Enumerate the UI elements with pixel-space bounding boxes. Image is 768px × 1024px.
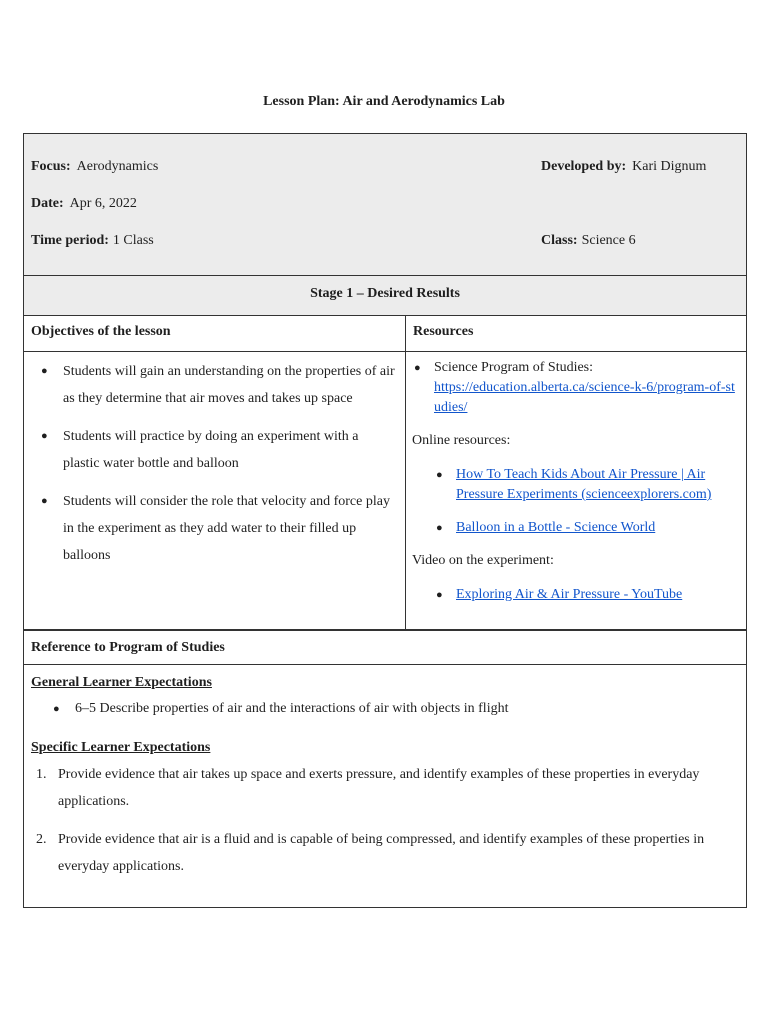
class-label: Class: [541, 233, 578, 248]
page-title: Lesson Plan: Air and Aerodynamics Lab [263, 94, 505, 109]
focus-label: Focus: [31, 159, 71, 174]
focus-row [31, 159, 158, 175]
objectives-list [39, 358, 398, 569]
time-period-row [31, 233, 154, 249]
stage-heading: Stage 1 – Desired Results [24, 276, 746, 316]
lesson-plan-table [23, 133, 747, 908]
video-label: Video on the experiment: [412, 553, 554, 568]
class-row [541, 233, 636, 249]
reference-body [24, 665, 746, 907]
gle-item: ● 6–5 Describe properties of air and the interactions of air with objects in flight [31, 699, 739, 719]
developer-value: Kari Dignum [632, 159, 707, 174]
time-period-label: Time period: [31, 233, 109, 248]
gle-heading: General Learner Expectations [31, 675, 212, 690]
objective-item: ● Students will consider the role that velocity and force play in the experiment as they add water to their filled up balloons [39, 488, 398, 569]
objective-item: ● Students will practice by doing an experiment with a plastic water bottle and balloon [39, 423, 398, 477]
online-link-item [412, 518, 740, 538]
stage-columns-body [24, 352, 746, 631]
reference-heading: Reference to Program of Studies [24, 631, 746, 665]
program-resource-item [412, 358, 740, 418]
sle-number: 2. [36, 832, 47, 847]
air-pressure-link[interactable]: How To Teach Kids About Air Pressure | Air Pressure Experiments (scienceexplorers.com) [456, 467, 712, 502]
sle-item [31, 761, 739, 815]
sle-number: 1. [36, 767, 47, 782]
developer-label: Developed by: [541, 159, 627, 174]
sle-item [31, 826, 739, 880]
date-label: Date: [31, 196, 64, 211]
focus-value: Aerodynamics [76, 159, 159, 174]
resources-cell [406, 352, 746, 629]
video-link-item [412, 585, 740, 605]
time-period-value: 1 Class [112, 233, 154, 248]
sle-text: Provide evidence that air takes up space and exerts pressure, and identify examples of these properties in everyday applications. [58, 767, 700, 809]
program-link[interactable]: https://education.alberta.ca/science-k-6/program-of-studies/ [434, 380, 735, 415]
program-label: ● Science Program of Studies: [434, 360, 594, 375]
sle-heading: Specific Learner Expectations [31, 740, 211, 755]
lesson-info-block [24, 134, 746, 276]
online-resources-label: Online resources: [412, 433, 511, 448]
objective-item: ● Students will gain an understanding on the properties of air as they determine that air moves and takes up space [39, 358, 398, 412]
date-value: Apr 6, 2022 [69, 196, 137, 211]
resources-heading: Resources [413, 324, 474, 339]
date-row [31, 196, 137, 212]
stage-columns-header [24, 316, 746, 352]
sle-list [31, 761, 739, 880]
class-value: Science 6 [581, 233, 636, 248]
online-link-item [412, 465, 740, 505]
objectives-heading: Objectives of the lesson [24, 316, 406, 351]
objectives-cell [24, 352, 406, 629]
video-link[interactable]: Exploring Air & Air Pressure - YouTube [456, 587, 683, 602]
balloon-bottle-link[interactable]: Balloon in a Bottle - Science World [456, 520, 656, 535]
developer-row [541, 159, 706, 175]
sle-text: Provide evidence that air is a fluid and is capable of being compressed, and identify examples of these properties in everyday applications. [58, 832, 705, 874]
